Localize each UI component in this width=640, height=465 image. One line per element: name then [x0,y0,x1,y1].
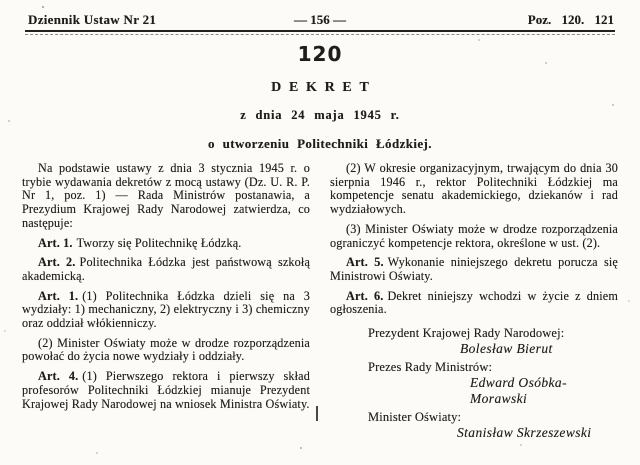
running-head [26,12,614,30]
article-label: Art. 1. [38,235,73,250]
article-paragraph: Art. 1. Tworzy się Politechnikę Łódzką. [38,235,242,250]
scan-noise [0,0,2,2]
article-label: Art. 5. [346,255,384,270]
article-label: Art. 1. [38,288,79,303]
article-label: Art. 2. [38,255,76,270]
article-paragraph: Art. 4. (1) Pierwszego rektora i pierwszy skład profesorów Politechniki Łódzkiej mianuje Prezydent Krajowej Rady Narodowej na wniosek Ministra Oświaty. [22,369,310,411]
signature-name: Edward Osóbka-Morawski [470,375,567,407]
page-number: — 156 — [294,12,346,27]
article-paragraph: Art. 5. Wykonanie niniejszego dekretu porucza się Ministrowi Oświaty. [330,255,618,283]
signature-title: Prezydent Krajowej Rady Narodowej: [368,326,565,341]
signature-block [330,326,618,441]
article-paragraph: Art. 1. (1) Politechnika Łódzka dzieli się na 3 wydziały: 1) mechaniczny, 2) elektryczny i 3) chemiczny oraz oddział włókienniczy. [22,288,310,331]
left-column [22,162,310,441]
paragraph-preamble: Na podstawie ustawy z dnia 3 stycznia 1945 r. o trybie wydawania dekretów z mocą ustawy (Dz. U. R. P. Nr 1, poz. 1) — Rada Ministrów postanawia, a Prezydium Krajowej Rady Narodowej zatwierdza, co następuje: [22,161,310,230]
header-rule-broken [25,34,615,35]
signature-name: Bolesław Bierut [460,341,553,357]
decree-subject: o utworzeniu Politechniki Łódzkiej. [208,136,432,151]
body-columns [22,162,618,441]
position-reference: Poz. 120. 121 [527,12,614,27]
paragraph: (2) Minister Oświaty może w drodze rozporządzenia powołać do życia nowe wydziały i oddziały. [22,335,310,364]
journal-name: Dziennik Ustaw Nr 21 [28,12,157,27]
paragraph: (2) W okresie organizacyjnym, trwającym do dnia 30 sierpnia 1946 r., rektor Politechniki Łódzkiej ma kompetencje senatu akademickiego, dziekanów i rad wydziałowych. [330,161,618,217]
paragraph: (3) Minister Oświaty może w drodze rozporządzenia ograniczyć kompetencje rektora, określone w ust. (2). [330,221,618,250]
scan-artifact-line [316,406,318,421]
item-number: 120 [297,42,343,66]
article-label: Art. 4. [38,369,79,384]
header-rule-solid [25,30,615,32]
signature-entry [330,410,618,441]
right-column [330,162,618,441]
article-paragraph: Art. 2. Politechnika Łódzka jest państwową szkołą akademicką. [22,255,311,283]
signature-name: Stanisław Skrzeszewski [457,425,592,441]
decree-title: DEKRET [271,80,377,95]
signature-entry [330,360,618,407]
signature-entry [330,326,618,357]
article-paragraph: Art. 6. Dekret niniejszy wchodzi w życie z dniem ogłoszenia. [330,288,618,317]
decree-date: z dnia 24 maja 1945 r. [240,108,400,122]
signature-title: Minister Oświaty: [368,410,462,425]
signature-title: Prezes Rady Ministrów: [368,360,493,375]
article-label: Art. 6. [346,288,384,303]
